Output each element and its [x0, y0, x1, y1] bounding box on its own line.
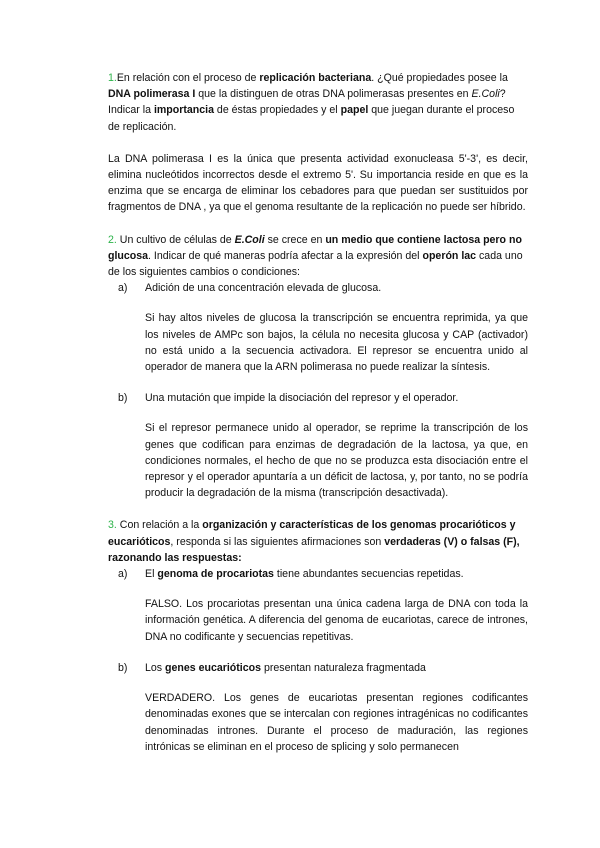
question-2b	[118, 390, 528, 406]
answer-2b: Si el represor permanece unido al operador, se reprime la transcripción de los genes que codifican para enzimas de degradación de la lactosa, ya que, en condiciones normales, el hecho de que no se produzca esta disociación entre el represor y el operador apuntaría a un déficit de lactosa, y, por tanto, no se podría producir la degradación de la misma (transcripción desactivada).	[145, 422, 528, 500]
question-3: 3. Con relación a la organización y características de los genomas procarióticos y eucarióticos, responda si las siguientes afirmaciones son verdaderas (V) o falsas (F), razonando las respuestas:	[108, 519, 520, 564]
item-label: b)	[118, 661, 128, 674]
answer-3b: VERDADERO. Los genes de eucariotas presentan regiones codificantes denominadas exones que se intercalan con regiones intragénicas no codificantes denominadas intrones. Durante el proceso de maduración, las regiones intrónicas se eliminan en el proceso de splicing y solo permanecen	[145, 692, 528, 753]
item-text: Adición de una concentración elevada de glucosa.	[145, 282, 382, 295]
question-3b	[118, 660, 528, 676]
question-2a	[118, 280, 528, 296]
answer-3a: FALSO. Los procariotas presentan una única cadena larga de DNA con toda la información genética. A diferencia del genoma de eucariotas, carece de intrones, DNA no codificante y secuencias repetitivas.	[145, 598, 528, 643]
item-text: El genoma de procariotas tiene abundantes secuencias repetidas.	[145, 568, 464, 581]
answer-1: La DNA polimerasa I es la única que presenta actividad exonucleasa 5'-3', es decir, elimina nucleótidos incorrectos desde el extremo 5'. Su importancia reside en que es la enzima que se encarga de eliminar los cebadores para que puedan ser sustituidos por fragmentos de DNA , ya que el genoma resultante de la replicación no puede ser híbrido.	[108, 152, 528, 214]
item-label: a)	[118, 568, 128, 581]
question-1: 1.En relación con el proceso de replicación bacteriana. ¿Qué propiedades posee la DNA polimerasa I que la distinguen de otras DNA polimerasas presentes en E.Coli? Indicar la importancia de éstas propiedades y el papel que juegan durante el proceso de replicación.	[108, 72, 515, 133]
item-label: b)	[118, 392, 128, 405]
item-label: a)	[118, 282, 128, 295]
item-text: Los genes eucarióticos presentan naturaleza fragmentada	[145, 661, 426, 674]
question-3a	[118, 566, 528, 582]
question-2: 2. Un cultivo de células de E.Coli se crece en un medio que contiene lactosa pero no glucosa. Indicar de qué maneras podría afectar a la expresión del operón lac cada uno de los siguientes cambios o condiciones:	[108, 233, 523, 279]
question-2-number: 2.	[108, 233, 117, 246]
answer-2a: Si hay altos niveles de glucosa la transcripción se encuentra reprimida, ya que los niveles de AMPc son bajos, la célula no necesita glucosa y CAP (activador) no está unido a la secuencia activadora. El represor se encuentra unido al operador de manera que la ARN polimerasa no puede realizar la síntesis.	[145, 312, 528, 374]
question-3-number: 3.	[108, 519, 117, 532]
item-text: Una mutación que impide la disociación del represor y el operador.	[145, 392, 459, 405]
question-1-number: 1.	[108, 72, 117, 84]
